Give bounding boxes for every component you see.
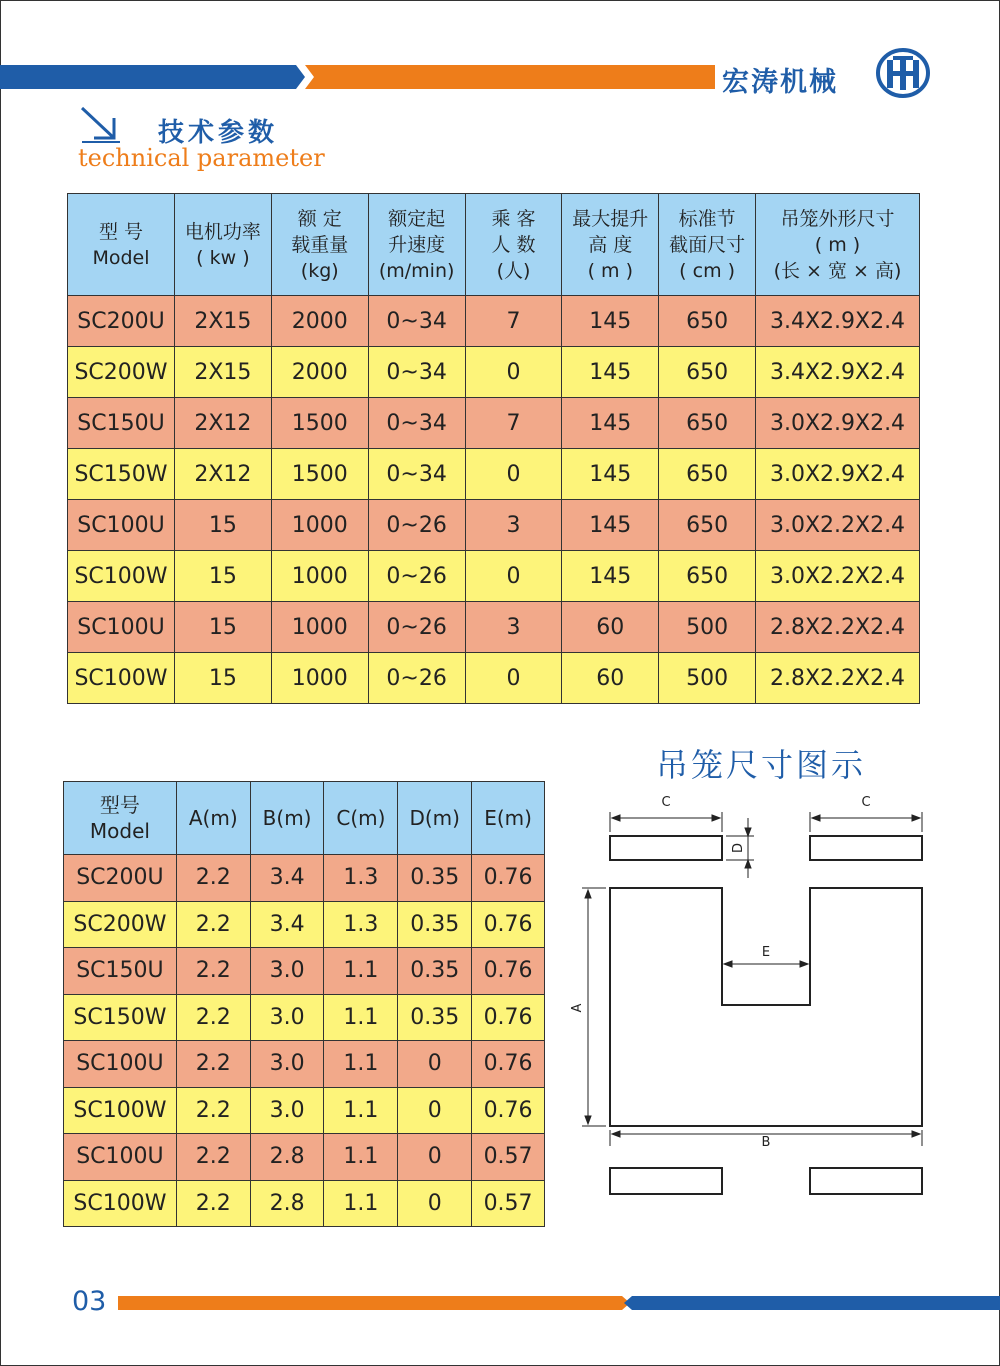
table-cell: 15 [174, 500, 271, 551]
label-a: A [570, 1003, 585, 1013]
table-cell: 1500 [271, 398, 368, 449]
column-header-line: 高 度 [588, 233, 633, 256]
column-header-line: 人 数 [491, 233, 536, 256]
column-header-line: 最大提升 [572, 207, 649, 230]
brand-logo-icon [876, 48, 930, 98]
column-header [398, 782, 472, 855]
table-cell: SC100U [64, 1041, 177, 1088]
diagram-title: 吊笼尺寸图示 [656, 746, 867, 784]
table-cell: 3.0 [250, 994, 324, 1041]
column-header-line: 额 定 [297, 207, 342, 230]
table-cell: 1.1 [324, 948, 398, 995]
table-cell: 0.57 [472, 1180, 545, 1227]
table-cell: SC200U [68, 296, 175, 347]
table-cell: 0.76 [472, 855, 545, 902]
cage-dimension-diagram [568, 788, 948, 1208]
column-header [64, 782, 177, 855]
table-cell: 1.1 [324, 1041, 398, 1088]
table-row [64, 994, 545, 1041]
header-band-orange [305, 65, 715, 89]
column-header-line: 吊笼外形尺寸 [780, 207, 895, 230]
table-cell: 0 [398, 1087, 472, 1134]
table-cell: 1.1 [324, 1134, 398, 1181]
table-cell: 0.76 [472, 1087, 545, 1134]
table-cell: 3.4X2.9X2.4 [756, 347, 920, 398]
table-cell: 2.2 [176, 1087, 250, 1134]
column-header-line: ( cm ) [679, 259, 736, 282]
table-row [64, 1134, 545, 1181]
column-header-line: (人) [496, 259, 531, 282]
table-cell: 0.76 [472, 948, 545, 995]
table-row [68, 602, 920, 653]
column-header-line: Model [92, 246, 150, 269]
table-cell: 3.0X2.2X2.4 [756, 551, 920, 602]
table-cell: SC150U [68, 398, 175, 449]
bottom-left-rail [610, 1168, 722, 1194]
table-cell: 0~34 [368, 296, 465, 347]
table-cell: 3.0 [250, 1087, 324, 1134]
table-cell: 2.8X2.2X2.4 [756, 602, 920, 653]
table-row [68, 449, 920, 500]
table-row [68, 347, 920, 398]
column-header-line: A(m) [188, 806, 238, 830]
table-row [68, 500, 920, 551]
table-cell: 60 [562, 602, 659, 653]
table-cell: 0.35 [398, 994, 472, 1041]
table-cell: 1.3 [324, 855, 398, 902]
table-cell: 1.1 [324, 1180, 398, 1227]
table-header-row [64, 782, 545, 855]
column-header-line: 截面尺寸 [669, 233, 746, 256]
table-cell: SC150U [64, 948, 177, 995]
table-cell: 1000 [271, 653, 368, 704]
table-cell: 15 [174, 653, 271, 704]
table-cell: 650 [659, 296, 756, 347]
column-header-line: 乘 客 [491, 207, 536, 230]
arrow-down-right-icon [78, 104, 122, 144]
table-cell: 2X12 [174, 449, 271, 500]
table-row [64, 1180, 545, 1227]
column-header-line: C(m) [336, 806, 386, 830]
bottom-right-rail [810, 1168, 922, 1194]
table-cell: 0~34 [368, 398, 465, 449]
table-cell: 0 [398, 1134, 472, 1181]
header-band-blue [0, 65, 305, 89]
table-cell: 3.0 [250, 1041, 324, 1088]
table-cell: 1500 [271, 449, 368, 500]
table-row [64, 1087, 545, 1134]
table-cell: 0.76 [472, 994, 545, 1041]
table-cell: 7 [465, 296, 562, 347]
top-right-rail [810, 836, 922, 860]
table-cell: 500 [659, 602, 756, 653]
table-cell: 3.4 [250, 901, 324, 948]
table-cell: 60 [562, 653, 659, 704]
table-cell: SC200W [68, 347, 175, 398]
table-cell: 3.4X2.9X2.4 [756, 296, 920, 347]
table-cell: 3.0X2.2X2.4 [756, 500, 920, 551]
column-header [250, 782, 324, 855]
column-header-line: ( m ) [814, 233, 861, 256]
table-cell: 2.8 [250, 1134, 324, 1181]
table-cell: 1000 [271, 602, 368, 653]
cage-outline [610, 888, 922, 1126]
table-header-row [68, 194, 920, 296]
label-c-left: C [661, 795, 671, 810]
table-cell: 3.0 [250, 948, 324, 995]
table-cell: 15 [174, 602, 271, 653]
section-title-cn: 技术参数 [158, 118, 279, 148]
table-cell: 2.2 [176, 1180, 250, 1227]
column-header-line: 型 号 [98, 220, 143, 243]
table-cell: 1.1 [324, 1087, 398, 1134]
table-cell: 2X12 [174, 398, 271, 449]
column-header-line: 电机功率 [184, 220, 261, 243]
table-row [64, 901, 545, 948]
table-cell: 1000 [271, 551, 368, 602]
page-number: 03 [72, 1286, 107, 1317]
column-header [174, 194, 271, 296]
table-cell: 0 [465, 449, 562, 500]
table-cell: 0~34 [368, 449, 465, 500]
table-cell: 0 [465, 551, 562, 602]
top-left-rail [610, 836, 722, 860]
table-cell: SC100W [68, 653, 175, 704]
table-cell: 0.35 [398, 948, 472, 995]
table-cell: 145 [562, 347, 659, 398]
column-header-line: Model [89, 819, 150, 843]
table-cell: 0.35 [398, 855, 472, 902]
table-cell: SC200U [64, 855, 177, 902]
column-header-line: ( kw ) [196, 246, 250, 269]
column-header-line: (长 × 宽 × 高) [773, 259, 902, 282]
column-header-line: 型号 [99, 793, 140, 817]
table-cell: 1.3 [324, 901, 398, 948]
table-cell: SC100W [64, 1087, 177, 1134]
table-cell: 2.2 [176, 901, 250, 948]
table-cell: SC200W [64, 901, 177, 948]
column-header [68, 194, 175, 296]
section-title-en: technical parameter [78, 144, 325, 172]
table-row [68, 653, 920, 704]
table-row [64, 855, 545, 902]
column-header-line: 升速度 [388, 233, 446, 256]
technical-parameter-table [67, 193, 920, 704]
table-cell: 2X15 [174, 296, 271, 347]
table-cell: 0.76 [472, 1041, 545, 1088]
table-cell: SC150W [64, 994, 177, 1041]
column-header-line: (kg) [300, 259, 339, 282]
column-header [659, 194, 756, 296]
column-header-line: 标准节 [678, 207, 736, 230]
table-cell: 0 [465, 347, 562, 398]
table-cell: 650 [659, 347, 756, 398]
table-cell: 2000 [271, 347, 368, 398]
table-cell: 0 [465, 653, 562, 704]
table-cell: SC100U [64, 1134, 177, 1181]
table-cell: 3.4 [250, 855, 324, 902]
table-cell: 650 [659, 449, 756, 500]
footer-band-blue [622, 1296, 1000, 1310]
label-b: B [761, 1135, 771, 1150]
table-cell: 0 [398, 1180, 472, 1227]
table-cell: 650 [659, 500, 756, 551]
table-cell: 1.1 [324, 994, 398, 1041]
table-row [64, 948, 545, 995]
footer-band-orange [118, 1296, 630, 1310]
table-cell: 3 [465, 602, 562, 653]
table-cell: 2.2 [176, 994, 250, 1041]
column-header [271, 194, 368, 296]
table-cell: 0~26 [368, 653, 465, 704]
table-row [68, 296, 920, 347]
table-cell: 145 [562, 398, 659, 449]
table-cell: 0 [398, 1041, 472, 1088]
table-cell: 2.2 [176, 855, 250, 902]
table-cell: 2.2 [176, 1041, 250, 1088]
table-cell: 500 [659, 653, 756, 704]
label-d: D [731, 842, 746, 854]
table-row [64, 1041, 545, 1088]
brand-name: 宏涛机械 [722, 67, 838, 98]
table-cell: 0~26 [368, 602, 465, 653]
table-cell: 0~26 [368, 551, 465, 602]
column-header-line: (m/min) [378, 259, 455, 282]
table-cell: 0.57 [472, 1134, 545, 1181]
column-header-line: E(m) [484, 806, 532, 830]
column-header [176, 782, 250, 855]
column-header-line: ( m ) [587, 259, 633, 282]
table-cell: 650 [659, 398, 756, 449]
cage-dimension-table [63, 781, 545, 1227]
table-cell: 2.2 [176, 948, 250, 995]
table-cell: 0.35 [398, 901, 472, 948]
table-cell: 3 [465, 500, 562, 551]
table-cell: 7 [465, 398, 562, 449]
column-header-line: D(m) [409, 806, 460, 830]
column-header [465, 194, 562, 296]
table-cell: 2.8X2.2X2.4 [756, 653, 920, 704]
column-header-line: B(m) [262, 806, 312, 830]
table-cell: 2.2 [176, 1134, 250, 1181]
table-cell: SC100W [68, 551, 175, 602]
table-cell: 145 [562, 296, 659, 347]
table-cell: 2X15 [174, 347, 271, 398]
table-cell: 1000 [271, 500, 368, 551]
table-cell: 3.0X2.9X2.4 [756, 449, 920, 500]
table-cell: SC100U [68, 602, 175, 653]
column-header-line: 载重量 [291, 233, 349, 256]
table-cell: 2.8 [250, 1180, 324, 1227]
table-cell: 650 [659, 551, 756, 602]
table-cell: SC100U [68, 500, 175, 551]
column-header [756, 194, 920, 296]
column-header [368, 194, 465, 296]
table-cell: 145 [562, 551, 659, 602]
table-cell: 0~26 [368, 500, 465, 551]
column-header [562, 194, 659, 296]
table-cell: 15 [174, 551, 271, 602]
column-header [324, 782, 398, 855]
table-cell: 3.0X2.9X2.4 [756, 398, 920, 449]
label-e: E [761, 945, 771, 960]
column-header [472, 782, 545, 855]
table-cell: 0.76 [472, 901, 545, 948]
table-row [68, 398, 920, 449]
table-cell: 0~34 [368, 347, 465, 398]
table-cell: 2000 [271, 296, 368, 347]
table-cell: 145 [562, 449, 659, 500]
table-cell: SC100W [64, 1180, 177, 1227]
table-cell: SC150W [68, 449, 175, 500]
table-row [68, 551, 920, 602]
table-cell: 145 [562, 500, 659, 551]
label-c-right: C [861, 795, 871, 810]
column-header-line: 额定起 [388, 207, 446, 230]
